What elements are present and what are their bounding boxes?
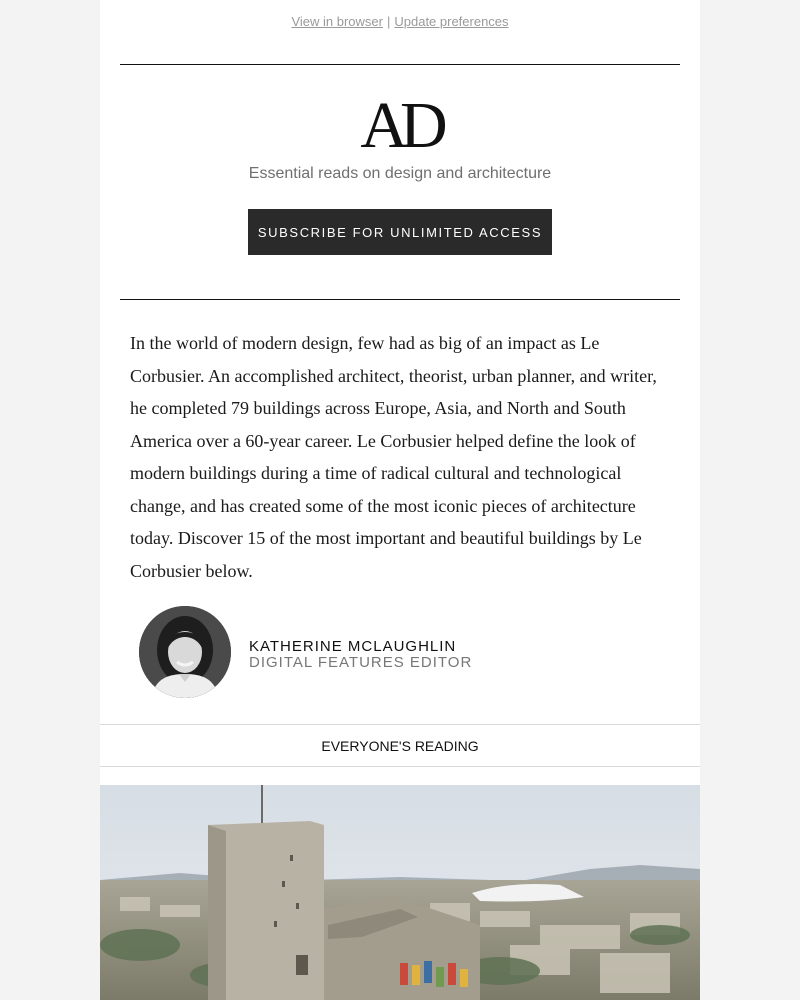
preheader <box>100 14 700 29</box>
update-preferences-link[interactable]: Update preferences <box>394 14 509 29</box>
section-heading: EVERYONE'S READING <box>100 724 700 767</box>
intro-paragraph: In the world of modern design, few had as big of an impact as Le Corbusier. An accomplished architect, theorist, urban planner, and writer, he completed 79 buildings across Europe, Asia, and North and South America over a 60-year career. Le Corbusier helped define the look of modern buildings during a time of radical cultural and technological change, and has created some of the most iconic pieces of architecture today. Discover 15 of the most important and beautiful buildings by Le Corbusier below. <box>130 333 657 581</box>
header-divider <box>120 299 680 300</box>
hero-image[interactable] <box>100 785 700 1000</box>
author-byline <box>139 606 679 698</box>
tagline: Essential reads on design and architecture <box>248 165 552 182</box>
view-in-browser-link[interactable]: View in browser <box>291 14 383 29</box>
email-body <box>100 0 700 1000</box>
author-avatar <box>139 606 231 698</box>
author-title: DIGITAL FEATURES EDITOR <box>249 654 473 671</box>
subscribe-button[interactable]: SUBSCRIBE FOR UNLIMITED ACCESS <box>248 209 552 255</box>
ad-logo[interactable]: AD <box>360 89 440 162</box>
author-portrait-icon <box>139 606 231 698</box>
author-name[interactable]: KATHERINE MCLAUGHLIN <box>249 638 457 655</box>
building-photo-icon <box>100 785 700 1000</box>
top-divider <box>120 64 680 65</box>
preheader-separator: | <box>386 14 391 29</box>
